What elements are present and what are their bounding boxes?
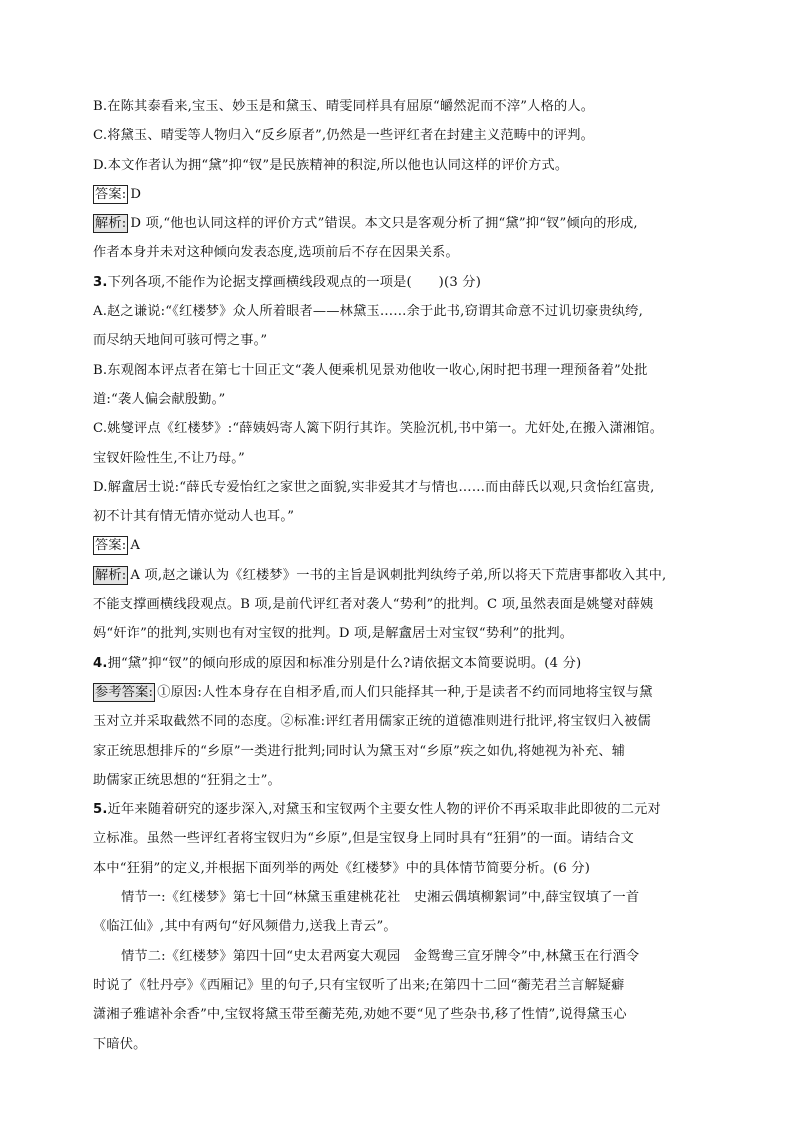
q4-reference-line: 助儒家正统思想的“狂狷之士”。: [93, 772, 281, 788]
analysis-label: 解析:: [95, 567, 127, 583]
q3-stem: [93, 268, 705, 297]
q2-answer: [93, 180, 705, 209]
q3-analysis-line: [93, 561, 705, 590]
q5-plot1-line: 《临江仙》,其中有两句“好风频借力,送我上青云”。: [93, 919, 397, 935]
q3-option-line: 初不计其有情无情亦觉动人也耳。”: [93, 509, 295, 525]
analysis-label: 解析:: [95, 216, 127, 232]
q5-plot1-line: 情节一:《红楼梦》第七十回“林黛玉重建桃花社 史湘云偶填柳絮词”中,薛宝钗填了一首: [121, 890, 640, 906]
question-number: 5.: [93, 802, 108, 818]
q3-analysis-line: 不能支撑画横线段观点。B 项,是前代评红者对袭人“势利”的批判。C 项,虽然表面是姚燮对薛姨: [93, 597, 654, 613]
q5-stem-line: 本中“狂狷”的定义,并根据下面列举的两处《红楼梦》中的具体情节简要分析。(6 分): [93, 860, 591, 876]
q3-answer-value: A: [130, 538, 141, 554]
q3-analysis-line: 妈“奸诈”的批判,实则也有对宝钗的批判。D 项,是解盦居士对宝钗“势利”的批判。: [93, 626, 574, 642]
q3-option-line: B.东观阁本评点者在第七十回正文“袭人便乘机见景劝他收一收心,闲时把书理一理预备着”处批: [93, 362, 648, 378]
q3-answer: [93, 531, 705, 560]
q3-option-line: 宝钗奸险性生,不让乃母。”: [93, 450, 245, 466]
answer-label: 答案:: [95, 186, 127, 202]
q2-option-c: C.将黛玉、晴雯等人物归入“反乡原者”,仍然是一些评红者在封建主义范畴中的评判。: [93, 128, 595, 144]
q2-answer-value: D: [130, 186, 142, 202]
q3-stem-text: 下列各项,不能作为论据支撑画横线段观点的一项是( )(3 分): [107, 274, 482, 290]
q2-analysis-text: D 项,“他也认同这样的评价方式”错误。本文只是客观分析了拥“黛”抑“钗”倾向的形成,: [130, 216, 638, 232]
q5-stem: [93, 795, 705, 824]
q5-stem-line: 立标准。虽然一些评红者将宝钗归为“乡原”,但是宝钗身上同时具有“狂狷”的一面。请结合文: [93, 831, 634, 847]
q5-plot2-line: 时说了《牡丹亭》《西厢记》里的句子,只有宝钗听了出来;在第四十二回“蘅芜君兰言解疑癖: [93, 977, 625, 993]
q2-option-d: D.本文作者认为拥“黛”抑“钗”是民族精神的积淀,所以他也认同这样的评价方式。: [93, 157, 569, 173]
q3-option-line: D.解盦居士说:“薛氏专爱怡红之家世之面貌,实非爱其才与情也……而由薛氏以观,只贪怡红富贵,: [93, 479, 655, 495]
q3-option-line: A.赵之谦说:“《红楼梦》众人所着眼者——林黛玉……余于此书,窃谓其命意不过讥切豪贵纨绔,: [93, 304, 643, 320]
question-number: 3.: [93, 274, 108, 290]
q4-stem-text: 拥“黛”抑“钗”的倾向形成的原因和标准分别是什么?请依据文本简要说明。(4 分): [107, 655, 582, 671]
q3-option-line: 而尽纳天地间可骇可愕之事。”: [93, 333, 268, 349]
q5-plot2-line: 潇湘子雅谑补余香”中,宝钗将黛玉带至蘅芜苑,劝她不要“见了些杂书,移了性情”,说得黛玉心: [93, 1007, 627, 1023]
document-page: [93, 92, 705, 1059]
q4-reference-line: 家正统思想排斥的“乡原”一类进行批判;同时认为黛玉对“乡原”疾之如仇,将她视为补充、辅: [93, 743, 626, 759]
answer-label: 答案:: [95, 538, 127, 554]
reference-answer-label: 参考答案:: [95, 684, 154, 700]
q3-option-line: C.姚燮评点《红楼梦》:“薛姨妈寄人篱下阴行其诈。笑脸沉机,书中第一。尤奸处,在搬入潇湘馆。: [93, 421, 664, 437]
q5-stem-text: 近年来随着研究的逐步深入,对黛玉和宝钗两个主要女性人物的评价不再采取非此即彼的二元对: [107, 802, 661, 818]
q5-plot2-line: 情节二:《红楼梦》第四十回“史太君两宴大观园 金鸳鸯三宣牙牌令”中,林黛玉在行酒令: [121, 948, 640, 964]
q4-reference-text: ①原因:人性本身存在自相矛盾,而人们只能择其一种,于是读者不约而同地将宝钗与黛: [157, 684, 653, 700]
q2-option-b: B.在陈其泰看来,宝玉、妙玉是和黛玉、晴雯同样具有屈原“皭然泥而不滓”人格的人。: [93, 99, 595, 114]
q4-reference-line: 玉对立并采取截然不同的态度。②标准:评红者用儒家正统的道德准则进行批评,将宝钗归入被儒: [93, 714, 651, 730]
q3-analysis-text: A 项,赵之谦认为《红楼梦》一书的主旨是讽刺批判纨绔子弟,所以将天下荒唐事都收入其中,: [130, 567, 667, 583]
q4-reference-line: [93, 678, 705, 707]
q2-analysis-line: [93, 209, 705, 238]
q2-analysis-line: 作者本身并未对这种倾向发表态度,选项前后不存在因果关系。: [93, 245, 459, 261]
q3-option-line: 道:“袭人偏会献殷勤。”: [93, 391, 226, 407]
question-number: 4.: [93, 655, 108, 671]
q4-stem: [93, 649, 705, 678]
q5-plot2-line: 下暗伏。: [93, 1036, 147, 1052]
